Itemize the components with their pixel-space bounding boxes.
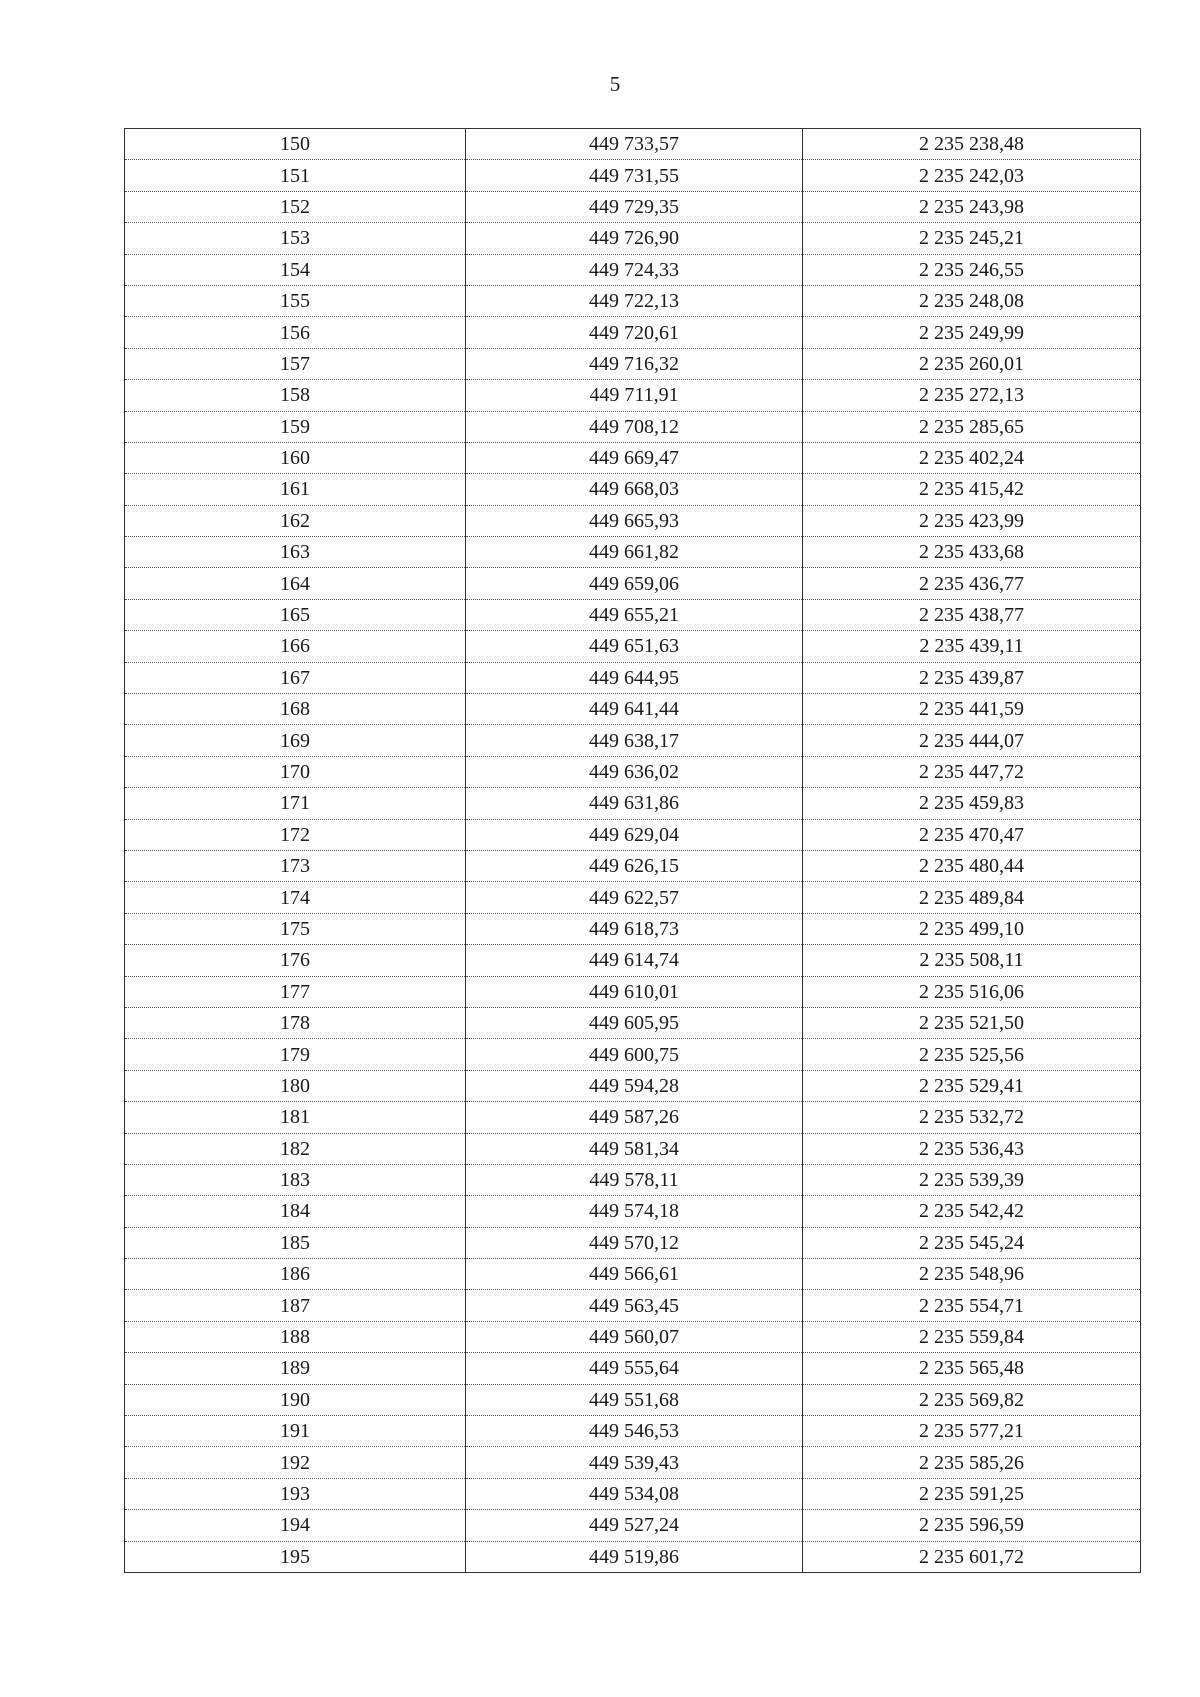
y-coordinate-cell: 2 235 249,99 <box>803 317 1141 348</box>
table-row <box>125 1321 1141 1352</box>
y-coordinate-cell: 2 235 436,77 <box>803 568 1141 599</box>
table-row <box>125 1102 1141 1133</box>
x-coordinate-cell: 449 539,43 <box>466 1447 803 1478</box>
y-coordinate-cell: 2 235 489,84 <box>803 882 1141 913</box>
table-row <box>125 1416 1141 1447</box>
y-coordinate-cell: 2 235 438,77 <box>803 599 1141 630</box>
point-number-cell: 186 <box>125 1259 466 1290</box>
y-coordinate-cell: 2 235 545,24 <box>803 1227 1141 1258</box>
point-number-cell: 170 <box>125 756 466 787</box>
table-row <box>125 1541 1141 1572</box>
point-number-cell: 155 <box>125 285 466 316</box>
x-coordinate-cell: 449 659,06 <box>466 568 803 599</box>
point-number-cell: 174 <box>125 882 466 913</box>
y-coordinate-cell: 2 235 447,72 <box>803 756 1141 787</box>
point-number-cell: 166 <box>125 631 466 662</box>
y-coordinate-cell: 2 235 499,10 <box>803 913 1141 944</box>
point-number-cell: 150 <box>125 129 466 160</box>
table-row <box>125 223 1141 254</box>
point-number-cell: 178 <box>125 1007 466 1038</box>
point-number-cell: 168 <box>125 694 466 725</box>
point-number-cell: 169 <box>125 725 466 756</box>
x-coordinate-cell: 449 626,15 <box>466 850 803 881</box>
x-coordinate-cell: 449 551,68 <box>466 1384 803 1415</box>
x-coordinate-cell: 449 629,04 <box>466 819 803 850</box>
table-row <box>125 411 1141 442</box>
point-number-cell: 181 <box>125 1102 466 1133</box>
y-coordinate-cell: 2 235 577,21 <box>803 1416 1141 1447</box>
y-coordinate-cell: 2 235 402,24 <box>803 442 1141 473</box>
point-number-cell: 157 <box>125 348 466 379</box>
x-coordinate-cell: 449 563,45 <box>466 1290 803 1321</box>
y-coordinate-cell: 2 235 532,72 <box>803 1102 1141 1133</box>
point-number-cell: 192 <box>125 1447 466 1478</box>
x-coordinate-cell: 449 605,95 <box>466 1007 803 1038</box>
x-coordinate-cell: 449 644,95 <box>466 662 803 693</box>
page-number: 5 <box>609 72 621 96</box>
y-coordinate-cell: 2 235 248,08 <box>803 285 1141 316</box>
table-row <box>125 129 1141 160</box>
x-coordinate-cell: 449 724,33 <box>466 254 803 285</box>
y-coordinate-cell: 2 235 246,55 <box>803 254 1141 285</box>
y-coordinate-cell: 2 235 559,84 <box>803 1321 1141 1352</box>
point-number-cell: 195 <box>125 1541 466 1572</box>
x-coordinate-cell: 449 711,91 <box>466 380 803 411</box>
x-coordinate-cell: 449 610,01 <box>466 976 803 1007</box>
point-number-cell: 159 <box>125 411 466 442</box>
point-number-cell: 160 <box>125 442 466 473</box>
point-number-cell: 177 <box>125 976 466 1007</box>
x-coordinate-cell: 449 546,53 <box>466 1416 803 1447</box>
y-coordinate-cell: 2 235 516,06 <box>803 976 1141 1007</box>
x-coordinate-cell: 449 708,12 <box>466 411 803 442</box>
x-coordinate-cell: 449 668,03 <box>466 474 803 505</box>
point-number-cell: 167 <box>125 662 466 693</box>
y-coordinate-cell: 2 235 260,01 <box>803 348 1141 379</box>
y-coordinate-cell: 2 235 245,21 <box>803 223 1141 254</box>
x-coordinate-cell: 449 733,57 <box>466 129 803 160</box>
table-row <box>125 725 1141 756</box>
x-coordinate-cell: 449 665,93 <box>466 505 803 536</box>
y-coordinate-cell: 2 235 536,43 <box>803 1133 1141 1164</box>
table-row <box>125 160 1141 191</box>
x-coordinate-cell: 449 566,61 <box>466 1259 803 1290</box>
y-coordinate-cell: 2 235 272,13 <box>803 380 1141 411</box>
table-row <box>125 882 1141 913</box>
table-row <box>125 1510 1141 1541</box>
table-row <box>125 788 1141 819</box>
table-row <box>125 1164 1141 1195</box>
y-coordinate-cell: 2 235 433,68 <box>803 537 1141 568</box>
table-row <box>125 945 1141 976</box>
x-coordinate-cell: 449 574,18 <box>466 1196 803 1227</box>
x-coordinate-cell: 449 731,55 <box>466 160 803 191</box>
table-row <box>125 474 1141 505</box>
x-coordinate-cell: 449 720,61 <box>466 317 803 348</box>
y-coordinate-cell: 2 235 585,26 <box>803 1447 1141 1478</box>
table-row <box>125 976 1141 1007</box>
y-coordinate-cell: 2 235 542,42 <box>803 1196 1141 1227</box>
y-coordinate-cell: 2 235 285,65 <box>803 411 1141 442</box>
x-coordinate-cell: 449 661,82 <box>466 537 803 568</box>
table-row <box>125 1133 1141 1164</box>
y-coordinate-cell: 2 235 554,71 <box>803 1290 1141 1321</box>
x-coordinate-cell: 449 655,21 <box>466 599 803 630</box>
table-row <box>125 631 1141 662</box>
point-number-cell: 162 <box>125 505 466 536</box>
x-coordinate-cell: 449 587,26 <box>466 1102 803 1133</box>
point-number-cell: 180 <box>125 1070 466 1101</box>
x-coordinate-cell: 449 631,86 <box>466 788 803 819</box>
x-coordinate-cell: 449 669,47 <box>466 442 803 473</box>
table-row <box>125 442 1141 473</box>
x-coordinate-cell: 449 651,63 <box>466 631 803 662</box>
point-number-cell: 154 <box>125 254 466 285</box>
table-row <box>125 191 1141 222</box>
table-row <box>125 850 1141 881</box>
point-number-cell: 183 <box>125 1164 466 1195</box>
x-coordinate-cell: 449 534,08 <box>466 1478 803 1509</box>
point-number-cell: 172 <box>125 819 466 850</box>
table-row <box>125 1384 1141 1415</box>
table-row <box>125 317 1141 348</box>
point-number-cell: 194 <box>125 1510 466 1541</box>
point-number-cell: 188 <box>125 1321 466 1352</box>
x-coordinate-cell: 449 636,02 <box>466 756 803 787</box>
point-number-cell: 182 <box>125 1133 466 1164</box>
y-coordinate-cell: 2 235 565,48 <box>803 1353 1141 1384</box>
point-number-cell: 189 <box>125 1353 466 1384</box>
table-row <box>125 537 1141 568</box>
table-row <box>125 505 1141 536</box>
table-row <box>125 662 1141 693</box>
x-coordinate-cell: 449 618,73 <box>466 913 803 944</box>
coordinates-table <box>124 128 1141 1573</box>
table-row <box>125 1039 1141 1070</box>
point-number-cell: 191 <box>125 1416 466 1447</box>
table-row <box>125 913 1141 944</box>
y-coordinate-cell: 2 235 242,03 <box>803 160 1141 191</box>
x-coordinate-cell: 449 570,12 <box>466 1227 803 1258</box>
point-number-cell: 184 <box>125 1196 466 1227</box>
point-number-cell: 163 <box>125 537 466 568</box>
y-coordinate-cell: 2 235 548,96 <box>803 1259 1141 1290</box>
table-row <box>125 254 1141 285</box>
table-row <box>125 348 1141 379</box>
point-number-cell: 158 <box>125 380 466 411</box>
point-number-cell: 179 <box>125 1039 466 1070</box>
y-coordinate-cell: 2 235 441,59 <box>803 694 1141 725</box>
point-number-cell: 156 <box>125 317 466 348</box>
point-number-cell: 173 <box>125 850 466 881</box>
table-row <box>125 1070 1141 1101</box>
x-coordinate-cell: 449 622,57 <box>466 882 803 913</box>
y-coordinate-cell: 2 235 439,11 <box>803 631 1141 662</box>
table-row <box>125 694 1141 725</box>
point-number-cell: 187 <box>125 1290 466 1321</box>
table-row <box>125 285 1141 316</box>
y-coordinate-cell: 2 235 591,25 <box>803 1478 1141 1509</box>
x-coordinate-cell: 449 555,64 <box>466 1353 803 1384</box>
table-row <box>125 1290 1141 1321</box>
point-number-cell: 171 <box>125 788 466 819</box>
point-number-cell: 152 <box>125 191 466 222</box>
table-row <box>125 380 1141 411</box>
table-row <box>125 1007 1141 1038</box>
x-coordinate-cell: 449 527,24 <box>466 1510 803 1541</box>
x-coordinate-cell: 449 641,44 <box>466 694 803 725</box>
point-number-cell: 185 <box>125 1227 466 1258</box>
y-coordinate-cell: 2 235 459,83 <box>803 788 1141 819</box>
x-coordinate-cell: 449 722,13 <box>466 285 803 316</box>
y-coordinate-cell: 2 235 470,47 <box>803 819 1141 850</box>
y-coordinate-cell: 2 235 238,48 <box>803 129 1141 160</box>
y-coordinate-cell: 2 235 243,98 <box>803 191 1141 222</box>
point-number-cell: 164 <box>125 568 466 599</box>
table-row <box>125 1353 1141 1384</box>
table-row <box>125 599 1141 630</box>
point-number-cell: 165 <box>125 599 466 630</box>
x-coordinate-cell: 449 578,11 <box>466 1164 803 1195</box>
x-coordinate-cell: 449 600,75 <box>466 1039 803 1070</box>
x-coordinate-cell: 449 729,35 <box>466 191 803 222</box>
y-coordinate-cell: 2 235 601,72 <box>803 1541 1141 1572</box>
coordinates-table-body <box>125 129 1141 1573</box>
table-row <box>125 568 1141 599</box>
y-coordinate-cell: 2 235 525,56 <box>803 1039 1141 1070</box>
point-number-cell: 193 <box>125 1478 466 1509</box>
y-coordinate-cell: 2 235 508,11 <box>803 945 1141 976</box>
table-row <box>125 756 1141 787</box>
point-number-cell: 190 <box>125 1384 466 1415</box>
x-coordinate-cell: 449 594,28 <box>466 1070 803 1101</box>
y-coordinate-cell: 2 235 596,59 <box>803 1510 1141 1541</box>
point-number-cell: 161 <box>125 474 466 505</box>
point-number-cell: 151 <box>125 160 466 191</box>
table-row <box>125 1196 1141 1227</box>
x-coordinate-cell: 449 560,07 <box>466 1321 803 1352</box>
x-coordinate-cell: 449 519,86 <box>466 1541 803 1572</box>
table-row <box>125 1259 1141 1290</box>
point-number-cell: 175 <box>125 913 466 944</box>
y-coordinate-cell: 2 235 539,39 <box>803 1164 1141 1195</box>
point-number-cell: 153 <box>125 223 466 254</box>
y-coordinate-cell: 2 235 444,07 <box>803 725 1141 756</box>
table-row <box>125 1227 1141 1258</box>
y-coordinate-cell: 2 235 529,41 <box>803 1070 1141 1101</box>
x-coordinate-cell: 449 726,90 <box>466 223 803 254</box>
y-coordinate-cell: 2 235 569,82 <box>803 1384 1141 1415</box>
y-coordinate-cell: 2 235 439,87 <box>803 662 1141 693</box>
y-coordinate-cell: 2 235 480,44 <box>803 850 1141 881</box>
y-coordinate-cell: 2 235 415,42 <box>803 474 1141 505</box>
table-row <box>125 819 1141 850</box>
y-coordinate-cell: 2 235 521,50 <box>803 1007 1141 1038</box>
x-coordinate-cell: 449 638,17 <box>466 725 803 756</box>
table-row <box>125 1478 1141 1509</box>
x-coordinate-cell: 449 716,32 <box>466 348 803 379</box>
x-coordinate-cell: 449 581,34 <box>466 1133 803 1164</box>
y-coordinate-cell: 2 235 423,99 <box>803 505 1141 536</box>
point-number-cell: 176 <box>125 945 466 976</box>
x-coordinate-cell: 449 614,74 <box>466 945 803 976</box>
table-row <box>125 1447 1141 1478</box>
